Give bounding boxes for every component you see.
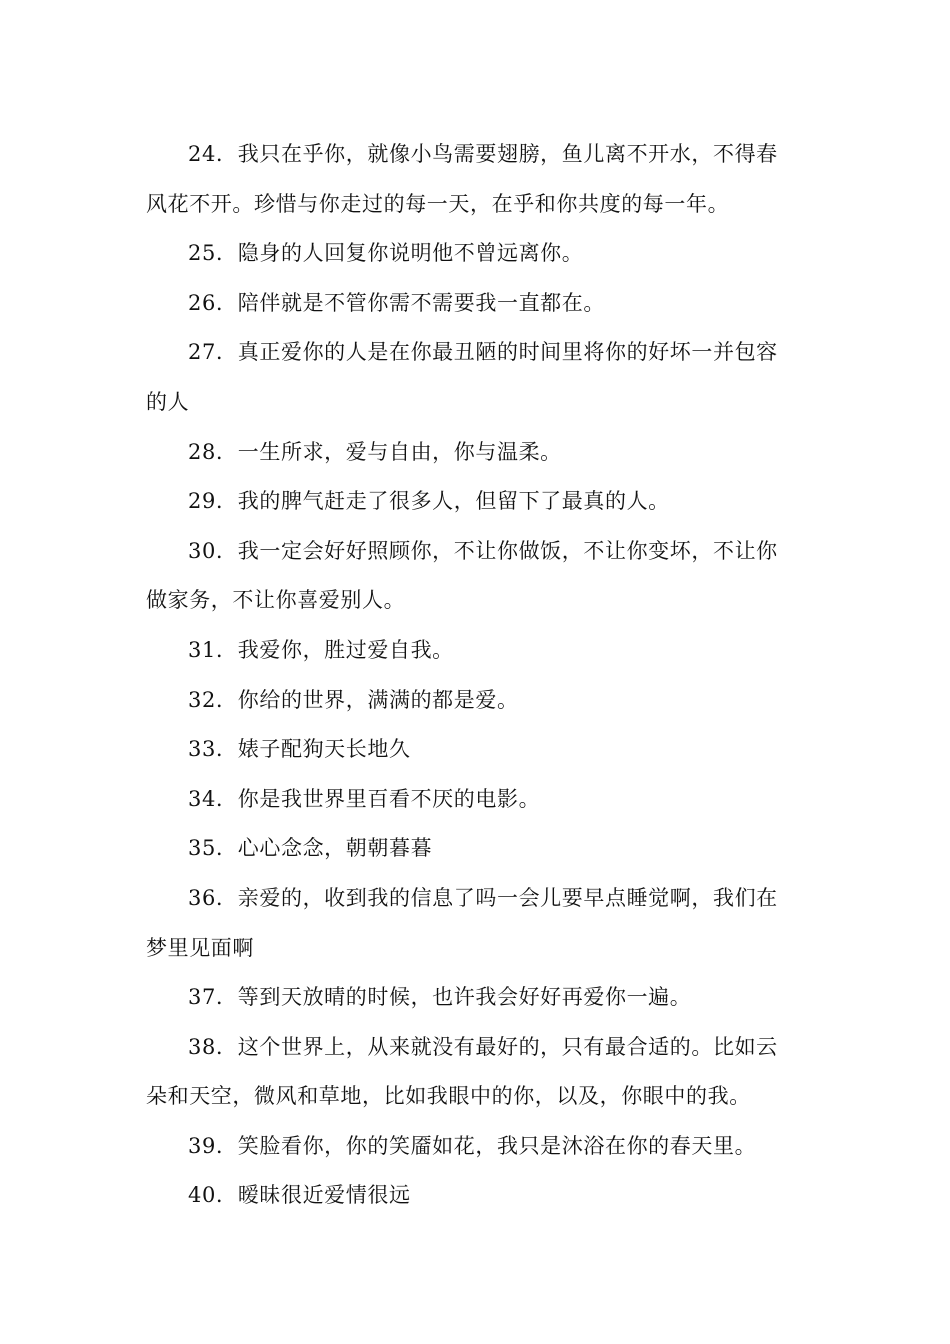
item-text: 一生所求，爱与自由，你与温柔。 xyxy=(237,439,562,464)
item-number: 27. xyxy=(188,340,224,365)
item-number: 35. xyxy=(188,836,224,861)
item-text: 我一定会好好照顾你，不让你做饭，不让你变坏，不让你 xyxy=(237,538,778,563)
item-number: 29. xyxy=(188,489,224,514)
item-number: 32. xyxy=(188,687,224,712)
item-number: 34. xyxy=(188,786,224,811)
item-number: 33. xyxy=(188,737,224,762)
list-item xyxy=(146,527,810,577)
list-item xyxy=(146,824,810,874)
list-item-continuation: 朵和天空，微风和草地，比如我眼中的你，以及，你眼中的我。 xyxy=(146,1084,751,1109)
list-item xyxy=(146,626,810,676)
item-number: 25. xyxy=(188,241,224,266)
item-number: 40. xyxy=(188,1183,224,1208)
document-body xyxy=(146,130,810,1221)
item-number: 28. xyxy=(188,439,224,464)
item-text: 你给的世界，满满的都是爱。 xyxy=(237,687,519,712)
list-item xyxy=(146,1023,810,1073)
list-item-continuation: 做家务，不让你喜爱别人。 xyxy=(146,588,406,613)
item-text: 我爱你，胜过爱自我。 xyxy=(237,637,454,662)
list-item xyxy=(146,676,810,726)
item-text: 我只在乎你，就像小鸟需要翅膀，鱼儿离不开水，不得春 xyxy=(237,142,778,166)
item-text: 笑脸看你，你的笑靥如花，我只是沐浴在你的春天里。 xyxy=(237,1133,757,1158)
list-item xyxy=(146,428,810,478)
item-number: 36. xyxy=(188,885,224,910)
item-text: 心心念念，朝朝暮暮 xyxy=(237,836,433,861)
item-text: 等到天放晴的时候，也许我会好好再爱你一遍。 xyxy=(237,985,692,1010)
list-item xyxy=(146,229,810,279)
list-item-continuation: 梦里见面啊 xyxy=(146,935,254,960)
list-item xyxy=(146,973,810,1023)
item-text: 真正爱你的人是在你最丑陋的时间里将你的好坏一并包容 xyxy=(237,340,778,365)
item-number: 37. xyxy=(188,985,224,1010)
list-item xyxy=(146,279,810,329)
item-text: 我的脾气赶走了很多人，但留下了最真的人。 xyxy=(237,489,670,514)
item-text: 这个世界上，从来就没有最好的，只有最合适的。比如云 xyxy=(237,1034,778,1059)
item-text: 亲爱的，收到我的信息了吗一会儿要早点睡觉啊，我们在 xyxy=(237,885,778,910)
item-text: 你是我世界里百看不厌的电影。 xyxy=(237,786,541,811)
list-item xyxy=(146,775,810,825)
list-item xyxy=(146,130,810,180)
list-item-continuation: 风花不开。珍惜与你走过的每一天，在乎和你共度的每一年。 xyxy=(146,191,730,216)
item-text: 婊子配狗天长地久 xyxy=(237,737,411,762)
list-item xyxy=(146,874,810,924)
item-number: 30. xyxy=(188,538,224,563)
list-item xyxy=(146,1171,810,1221)
item-text: 隐身的人回复你说明他不曾远离你。 xyxy=(237,241,584,266)
item-number: 24. xyxy=(188,142,224,166)
list-item xyxy=(146,477,810,527)
list-item xyxy=(146,1122,810,1172)
item-number: 26. xyxy=(188,290,224,315)
item-text: 陪伴就是不管你需不需要我一直都在。 xyxy=(237,290,605,315)
item-number: 38. xyxy=(188,1034,224,1059)
list-item xyxy=(146,725,810,775)
item-text: 暧昧很近爱情很远 xyxy=(237,1183,411,1208)
list-item-continuation: 的人 xyxy=(146,389,190,414)
list-item xyxy=(146,328,810,378)
item-number: 39. xyxy=(188,1133,224,1158)
item-number: 31. xyxy=(188,637,224,662)
